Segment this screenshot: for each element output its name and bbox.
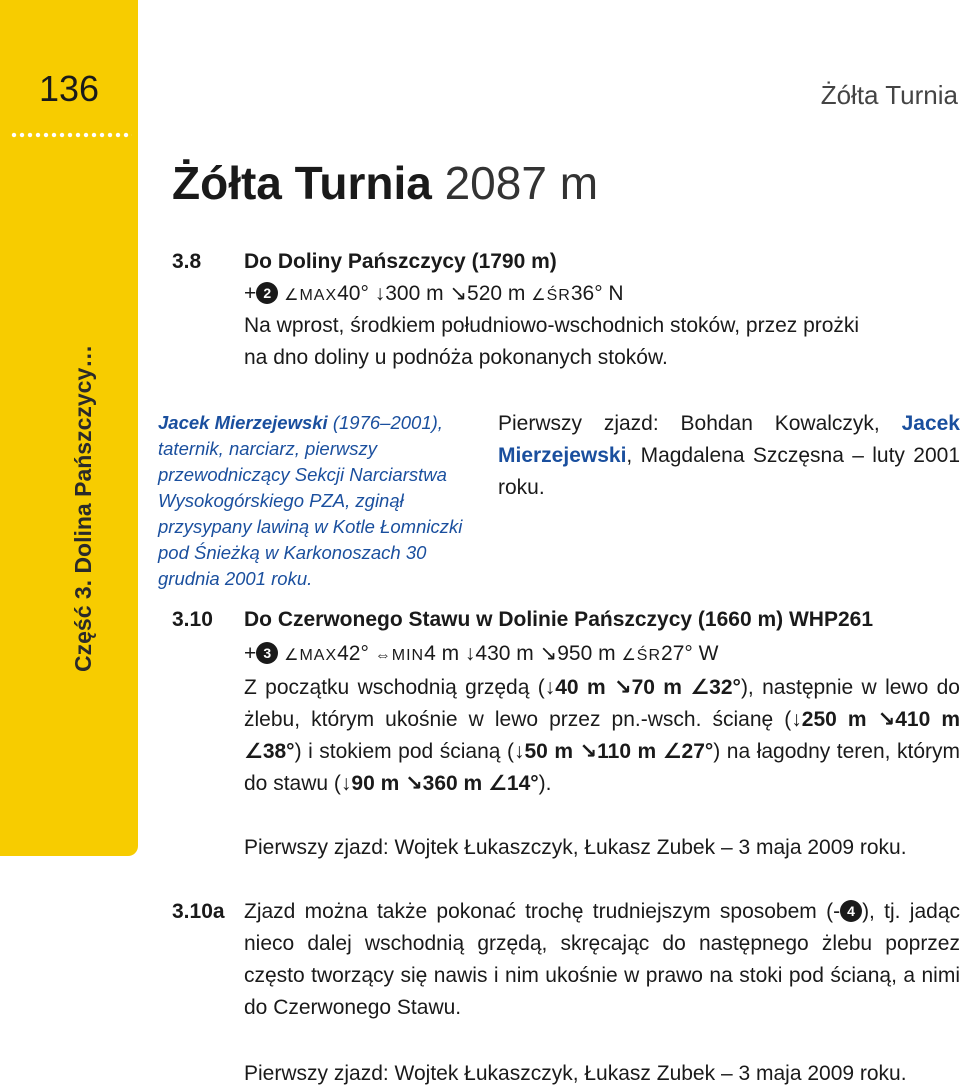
- difficulty-badge: 3: [256, 642, 278, 664]
- distance-value: ↘520 m: [449, 282, 526, 305]
- page-title: [172, 156, 598, 210]
- descent-value: ↓430 m: [464, 642, 534, 665]
- route-3-8: [172, 246, 960, 376]
- first-descent-3-10: Pierwszy zjazd: Wojtek Łukaszczyk, Łukasz Zubek – 3 maja 2009 roku.: [244, 836, 907, 859]
- section-label: Część 3. Dolina Pańszczycy…: [70, 344, 96, 672]
- highlighted-name: Jacek Mierzejewski: [498, 412, 960, 467]
- chapter-sidebar: [0, 0, 138, 856]
- route-3-10: [172, 604, 960, 804]
- avg-angle-label: ∠ŚR: [531, 287, 571, 304]
- route-stats: + 3 ∠MAX42° ⇔MIN4 m ↓430 m ↘950 m ∠ŚR27° W: [244, 642, 719, 665]
- page-number: 136: [38, 68, 100, 109]
- descent-value: ↓300 m: [374, 282, 444, 305]
- route-heading: Do Czerwonego Stawu w Dolinie Pańszczycy (1660 m) WHP261: [244, 608, 874, 631]
- route-stats: + 2 ∠MAX40° ↓300 m ↘520 m ∠ŚR36° N: [244, 282, 624, 305]
- route-3-10a: [172, 896, 960, 1036]
- route-number: 3.10: [172, 608, 213, 631]
- route-number: 3.8: [172, 250, 202, 273]
- first-descent-3-10a: Pierwszy zjazd: Wojtek Łukaszczyk, Łukasz Zubek – 3 maja 2009 roku.: [244, 1062, 907, 1085]
- route-desc-line: Na wprost, środkiem południowo-wschodnich stoków, przez prożki: [244, 314, 860, 337]
- route-heading: Do Doliny Pańszczycy (1790 m): [244, 250, 557, 273]
- first-descent-3-8: Pierwszy zjazd: Bohdan Kowalczyk, Jacek Mierzejewski, Magdalena Szczęsna – luty 2001 roku.: [498, 412, 960, 499]
- max-angle-label: ∠MAX: [284, 647, 338, 664]
- route-description: Zjazd można także pokonać trochę trudniejszym sposobem (- 4 ), tj. jadąc nieco dalej wschodnią grzędą, skręcając do następnego żlebu poprzez często tworzący się nawis i nim ukośnie w prawo na stoki pod ścianą, a nimi do Czerwonego Stawu.: [244, 900, 960, 1019]
- peak-name: Żółta Turnia: [172, 157, 432, 209]
- note-text: (1976–2001), taternik, narciarz, pierwszy przewodniczący Sekcji Narciarstwa Wysokogórskiego PZA, zginął przysypany lawiną w Kotle Łomniczki pod Śnieżką w Karkonoszach 30 grudnia 2001 roku.: [158, 412, 463, 589]
- difficulty-badge: 4: [840, 900, 862, 922]
- distance-value: ↘950 m: [539, 642, 616, 665]
- dotted-divider: [10, 132, 132, 138]
- avg-angle-label: ∠ŚR: [621, 647, 662, 664]
- route-desc-line: na dno doliny u podnóża pokonanych stoków.: [244, 346, 668, 369]
- peak-altitude: 2087 m: [444, 157, 599, 209]
- max-angle-label: ∠MAX: [284, 287, 338, 304]
- difficulty-badge: 2: [256, 282, 278, 304]
- note-name: Jacek Mierzejewski: [158, 412, 328, 433]
- route-description: Z początku wschodnią grzędą (↓40 m ↘70 m ∠32°), następnie w lewo do żlebu, którym ukośnie w lewo przez pn.-wsch. ścianę (↓250 m ↘410 m ∠38°) i stokiem pod ścianą (↓50 m ↘110 m ∠27°) na łagodny teren, którym do stawu (↓90 m ↘360 m ∠14°).: [244, 676, 960, 795]
- route-number: 3.10a: [172, 900, 225, 923]
- biography-note: [158, 410, 488, 592]
- min-width-label: ⇔MIN: [374, 647, 425, 664]
- running-head: Żółta Turnia: [820, 80, 958, 110]
